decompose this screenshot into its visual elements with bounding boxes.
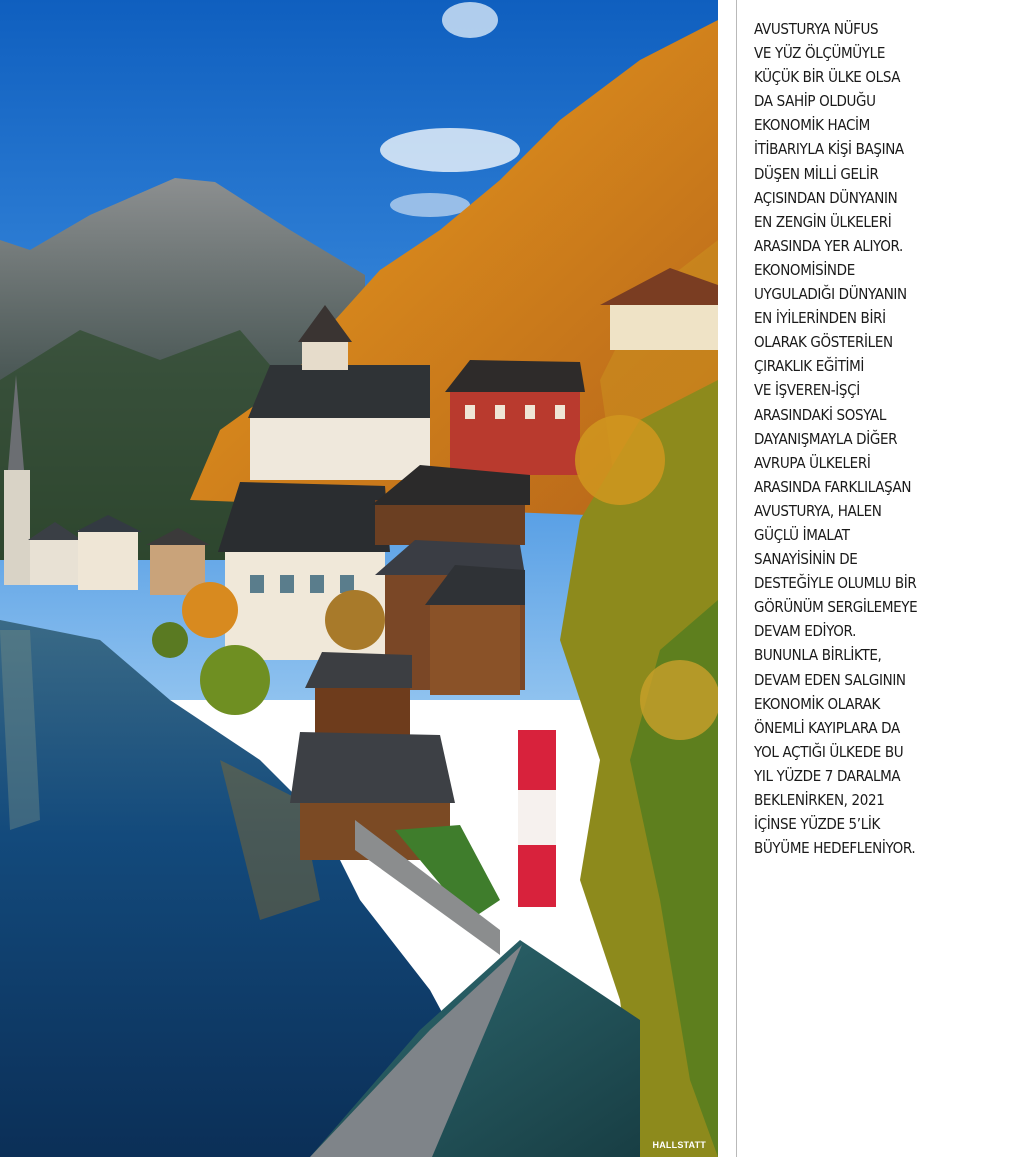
article-line: AÇISINDAN DÜNYANIN [754,188,898,207]
article-line: DEVAM EDİYOR. [754,622,857,641]
article-line: ARASINDA FARKLILAŞAN [754,477,912,496]
article-line: GÖRÜNÜM SERGİLEMEYE [754,598,918,617]
article-line: YOL AÇTIĞI ÜLKEDE BU [754,742,904,761]
article-line: DEVAM EDEN SALGININ [754,670,906,689]
article-line: EKONOMİK HACİM [754,116,870,135]
article-line: İTİBARIYLA KİŞİ BAŞINA [754,140,904,159]
article-line: AVRUPA ÜLKELERİ [754,453,871,472]
article-line: GÜÇLÜ İMALAT [754,525,850,544]
article-line: AVUSTURYA, HALEN [754,501,882,520]
article-line: AVUSTURYA NÜFUS [754,20,879,38]
article-line: ARASINDAKİ SOSYAL [754,405,887,424]
article-line: EKONOMİSİNDE [754,260,855,279]
article-line: EKONOMİK OLARAK [754,694,880,713]
article-line: DAYANIŞMAYLA DİĞER [754,429,898,448]
article-line: UYGULADIĞI DÜNYANIN [754,285,907,304]
article-line: EN İYİLERİNDEN BİRİ [754,309,886,328]
article-line: SANAYİSİNİN DE [754,550,858,569]
article-line: ÖNEMLİ KAYIPLARA DA [754,718,900,737]
article-line: ÇIRAKLIK EĞİTİMİ [754,357,865,376]
article-line: KÜÇÜK BİR ÜLKE OLSA [754,68,901,87]
photo-caption: HALLSTATT [652,1140,706,1150]
article-line: EN ZENGİN ÜLKELERİ [754,212,892,231]
article-line: İÇİNSE YÜZDE 5’LİK [754,815,880,834]
article-line: ARASINDA YER ALIYOR. [754,236,903,255]
article-line: BUNUNLA BİRLİKTE, [754,646,882,665]
article-line: DÜŞEN MİLLİ GELİR [754,164,879,183]
article-line: BÜYÜME HEDEFLENİYOR. [754,839,916,858]
article-line: YIL YÜZDE 7 DARALMA [754,766,901,785]
column-divider [736,0,737,1157]
article-line: BEKLENİRKEN, 2021 [754,791,885,809]
article-line: DA SAHİP OLDUĞU [754,92,876,111]
article-line: VE İŞVEREN-İŞÇİ [754,381,860,400]
article-line: DESTEĞİYLE OLUMLU BİR [754,574,917,593]
article-text [754,17,954,860]
article-line: VE YÜZ ÖLÇÜMÜYLE [754,44,886,63]
article-line: OLARAK GÖSTERİLEN [754,333,893,352]
